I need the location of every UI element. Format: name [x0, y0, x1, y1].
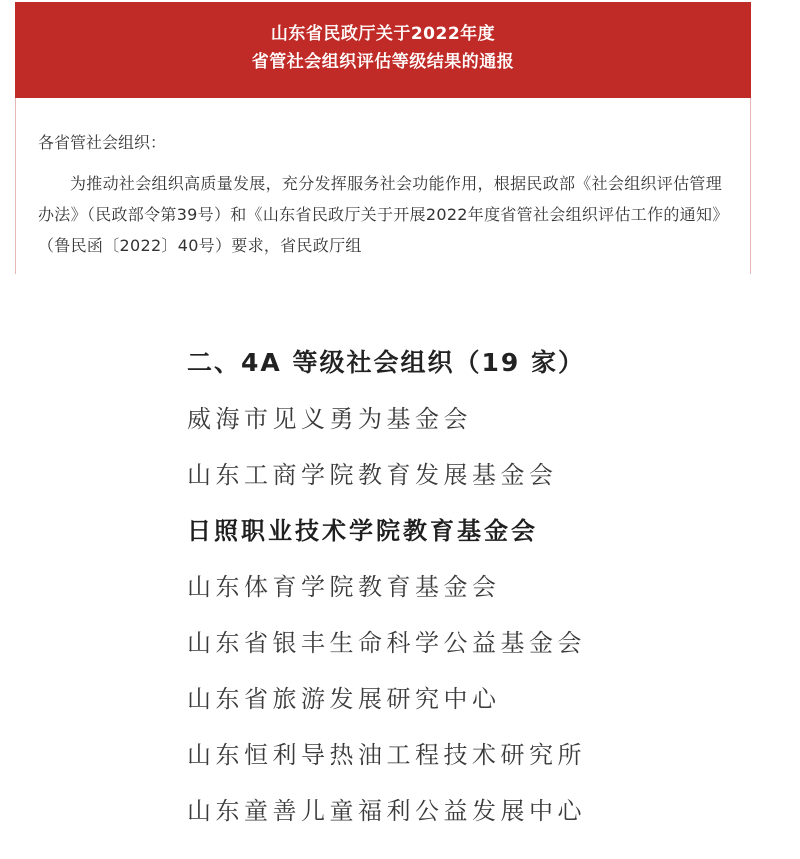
notice-title-line-2: 省管社会组织评估等级结果的通报	[251, 52, 515, 72]
org-list-item: 日照职业技术学院教育基金会	[187, 517, 538, 545]
org-list-item: 山东恒利导热油工程技术研究所	[187, 741, 586, 769]
notice-paragraph: 为推动社会组织高质量发展，充分发挥服务社会功能作用，根据民政部《社会组织评估管理办法》（民政部令第39号）和《山东省民政厅关于开展2022年度省管社会组织评估工作的通知》（鲁民函〔2022〕40号）要求，省民政厅组	[38, 174, 723, 255]
org-list-item: 山东童善儿童福利公益发展中心	[187, 797, 586, 825]
org-list-item: 山东省旅游发展研究中心	[187, 685, 501, 713]
notice-body	[15, 98, 751, 274]
salutation: 各省管社会组织：	[38, 133, 167, 152]
org-list-item: 山东体育学院教育基金会	[187, 573, 501, 601]
org-list-section	[187, 335, 747, 839]
org-list-item: 山东工商学院教育发展基金会	[187, 461, 558, 489]
org-list-item: 山东省银丰生命科学公益基金会	[187, 629, 586, 657]
notice-title-banner	[15, 2, 751, 98]
section-heading: 二、4A 等级社会组织（19 家）	[187, 348, 585, 377]
org-list-item: 威海市见义勇为基金会	[187, 405, 472, 433]
notice-title-line-1: 山东省民政厅关于2022年度	[270, 24, 496, 44]
